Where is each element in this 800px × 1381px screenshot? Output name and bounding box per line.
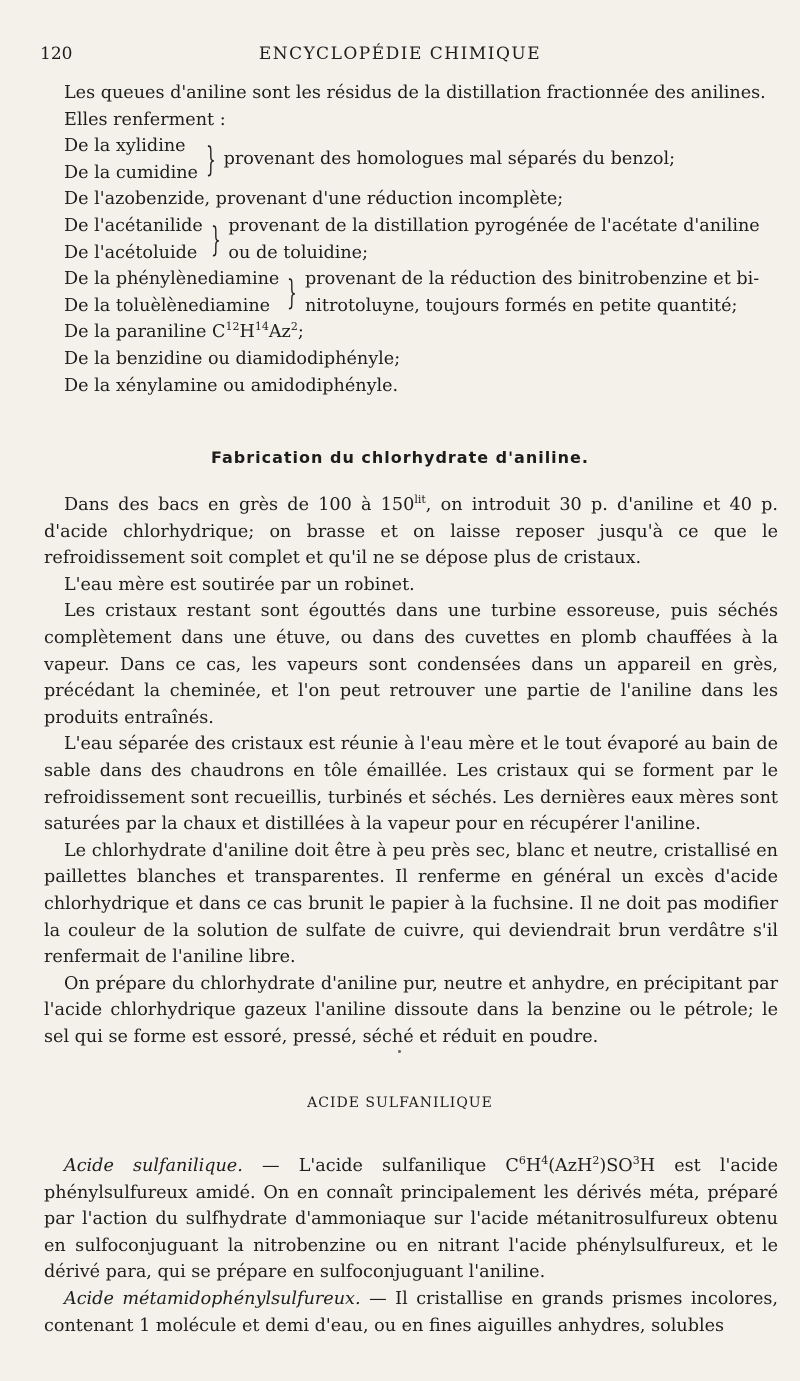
fabrication-paragraph-5: Le chlorhydrate d'aniline doit être à peu près sec, blanc et neutre, cristallisé en paillettes blanches et transparentes. Il renferme en général un excès d'acide chlorhydrique et dans ce cas brunit le papier à la fuchsine. Il ne doit pas modifier la couleur de la solution de sulfate de cuivre, qui deviendrait brun verdâtre s'il renfermait de l'aniline libre. bbox=[44, 840, 778, 968]
acetanilide-item: De l'acétanilide bbox=[64, 215, 203, 236]
cumidine-item: De la cumidine bbox=[64, 162, 198, 183]
homologues-note: provenant des homologues mal séparés du benzol; bbox=[223, 149, 676, 170]
fabrication-paragraph-1: Dans des bacs en grès de 100 à $150^{lit}$, on introduit 30 p. d'aniline et 40 p. d'acide chlorhydrique; on brasse et on laisse reposer jusqu'à ce que le refroidissement soit complet et qu'il ne se dépose plus de cristaux. bbox=[44, 493, 778, 569]
benzidine-item: De la benzidine ou diamidodiphényle; bbox=[64, 348, 401, 369]
xenylamine-item: De la xénylamine ou amidodiphényle. bbox=[64, 375, 399, 396]
azobenzide-item: De l'azobenzide, provenant d'une réduction incomplète; bbox=[64, 189, 564, 210]
acetanilide-note-b: ou de toluidine; bbox=[228, 242, 369, 263]
acetanilide-group: De l'acétanilide De l'acétoluide } provenant de la distillation pyrogénée de l'acétate d'aniline ou de toluidine; bbox=[44, 213, 778, 266]
diamine-group: De la phénylènediamine De la toluèlènediamine } provenant de la réduction des binitrobenzine et bi- nitrotoluyne, toujours formés en petite quantité; bbox=[44, 266, 778, 319]
paraniline-item: De la paraniline $C^{12}H^{14}Az^2$; bbox=[64, 320, 304, 343]
page-number: 120 bbox=[40, 44, 73, 64]
phenylenediamine-item: De la phénylènediamine bbox=[64, 269, 280, 290]
section-title: Fabrication du chlorhydrate d'aniline. bbox=[211, 448, 589, 467]
fabrication-paragraph-2: L'eau mère est soutirée par un robinet. bbox=[64, 574, 415, 595]
acetoluide-item: De l'acétoluide bbox=[64, 242, 198, 263]
fabrication-paragraph-4: L'eau séparée des cristaux est réunie à l'eau mère et le tout évaporé au bain de sable dans des chaudrons en tôle émaillée. Les cristaux qui se forment par le refroidissement sont recueillis, turbinés et séchés. Les dernières eaux mères sont saturées par la chaux et distillées à la vapeur pour en récupérer l'aniline. bbox=[44, 734, 778, 835]
diamine-note-a: provenant de la réduction des binitrobenzine et bi- bbox=[304, 269, 760, 290]
page-header bbox=[40, 44, 760, 70]
toluylenediamine-item: De la toluèlènediamine bbox=[64, 295, 271, 316]
acetanilide-note-a: provenant de la distillation pyrogénée de l'acétate d'aniline bbox=[228, 215, 760, 236]
xylidine-cumidine-group: De la xylidine De la cumidine } provenant des homologues mal séparés du benzol; bbox=[44, 133, 778, 186]
fabrication-paragraph-3: Les cristaux restant sont égouttés dans une turbine essoreuse, puis séchés complètement dans une étuve, ou dans des cuvettes en plomb chauffées à la vapeur. Dans ce cas, les vapeurs sont condensées dans un appareil en grès, précédant la cheminée, et l'on peut retrouver une partie de l'aniline dans les produits entraînés. bbox=[44, 601, 778, 728]
sulfanilic-block bbox=[44, 1153, 778, 1339]
xylidine-item: De la xylidine bbox=[64, 136, 186, 157]
diamine-note-b: nitrotoluyne, toujours formés en petite quantité; bbox=[304, 295, 738, 316]
fabrication-block bbox=[44, 492, 778, 1050]
running-title: ENCYCLOPÉDIE CHIMIQUE bbox=[258, 44, 542, 64]
divider-dot bbox=[398, 1050, 401, 1053]
intro-contains: Elles renferment : bbox=[64, 109, 226, 130]
sulfanilic-paragraph-1: Acide sulfanilique. — L'acide sulfanilique $C^6H^4(AzH^2)SO^3H$ est l'acide phénylsulfureux amidé. On en connaît principalement les dérivés méta, préparé par l'action du sulfhydrate d'ammoniaque sur l'acide métanitrosulfureux obtenu en sulfoconjuguant la nitrobenzine ou en nitrant l'acide phénylsulfureux, et le dérivé para, qui se prépare en sulfoconjuguant l'aniline. bbox=[44, 1154, 778, 1283]
intro-paragraph: Les queues d'aniline sont les résidus de la distillation fractionnée des anilines. bbox=[64, 83, 766, 103]
subsection-title: ACIDE SULFANILIQUE bbox=[307, 1095, 493, 1111]
fabrication-paragraph-6: On prépare du chlorhydrate d'aniline pur, neutre et anhydre, en précipitant par l'acide chlorhydrique gazeux l'aniline dissoute dans la benzine ou le pétrole; le sel qui se forme est essoré, pressé, séché et réduit en poudre. bbox=[44, 973, 778, 1047]
aniline-residues-block bbox=[44, 80, 778, 399]
sulfanilic-paragraph-2: Acide métamidophénylsulfureux. — Il cristallise en grands prismes incolores, contenant 1 molécule et demi d'eau, ou en fines aiguilles anhydres, solubles bbox=[44, 1288, 778, 1336]
